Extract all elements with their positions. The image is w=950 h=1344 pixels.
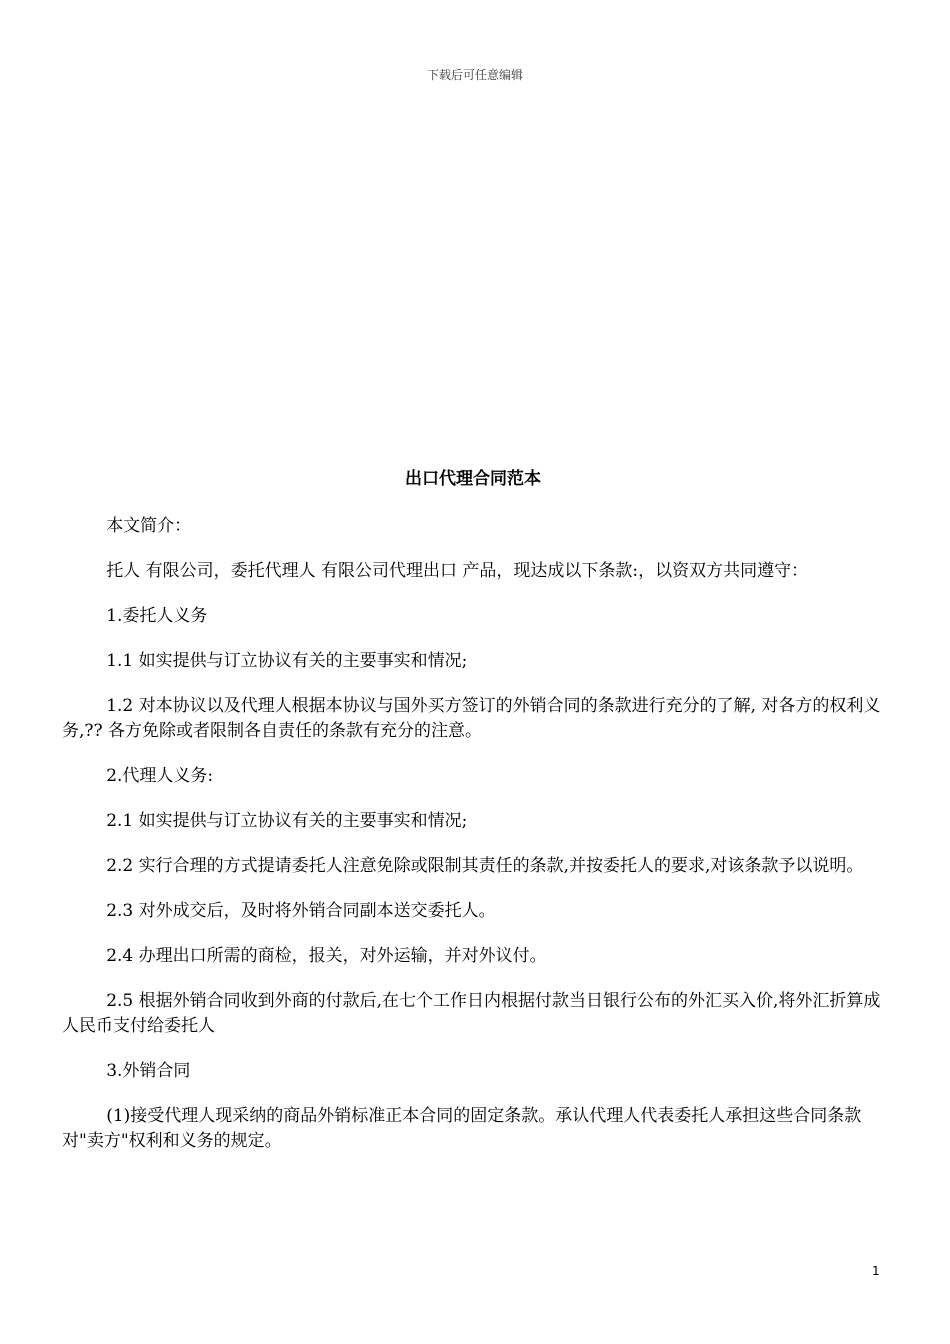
clause-2-3: 2.3 对外成交后，及时将外销合同副本送交委托人。: [106, 901, 496, 921]
clause-2-1: 2.1 如实提供与订立协议有关的主要事实和情况;: [106, 811, 468, 831]
clause-1-1: 1.1 如实提供与订立协议有关的主要事实和情况;: [106, 651, 468, 671]
clause-2-5: 2.5 根据外销合同收到外商的付款后,在七个工作日内根据付款当日银行公布的外汇买入价,将外汇折算成人民币支付给委托人: [62, 991, 881, 1036]
paragraph-intro-label: 本文简介：: [106, 516, 192, 536]
section-heading-principal-duties: 1.委托人义务: [106, 606, 208, 626]
clause-2-2: 2.2 实行合理的方式提请委托人注意免除或限制其责任的条款,并按委托人的要求,对该条款予以说明。: [106, 856, 864, 876]
clause-3-1: (1)接受代理人现采纳的商品外销标准正本合同的固定条款。承认代理人代表委托人承担这些合同条款对"卖方"权利和义务的规定。: [62, 1106, 862, 1151]
clause-2-4: 2.4 办理出口所需的商检，报关，对外运输，并对外议付。: [106, 946, 547, 966]
section-heading-agent-duties: 2.代理人义务:: [106, 766, 214, 786]
section-heading-export-contract: 3.外销合同: [106, 1061, 191, 1081]
page-number: 1: [872, 1264, 880, 1278]
paragraph-intro: 托人 有限公司，委托代理人 有限公司代理出口 产品，现达成以下条款:，以资双方共同遵守：: [106, 561, 809, 581]
document-body: [62, 466, 884, 1174]
header-note: 下载后可任意编辑: [426, 68, 523, 82]
clause-1-2: 1.2 对本协议以及代理人根据本协议与国外买方签订的外销合同的条款进行充分的了解, 对各方的权利义务,?? 各方免除或者限制各自责任的条款有充分的注意。: [62, 696, 881, 741]
document-title: 出口代理合同范本: [405, 469, 541, 489]
